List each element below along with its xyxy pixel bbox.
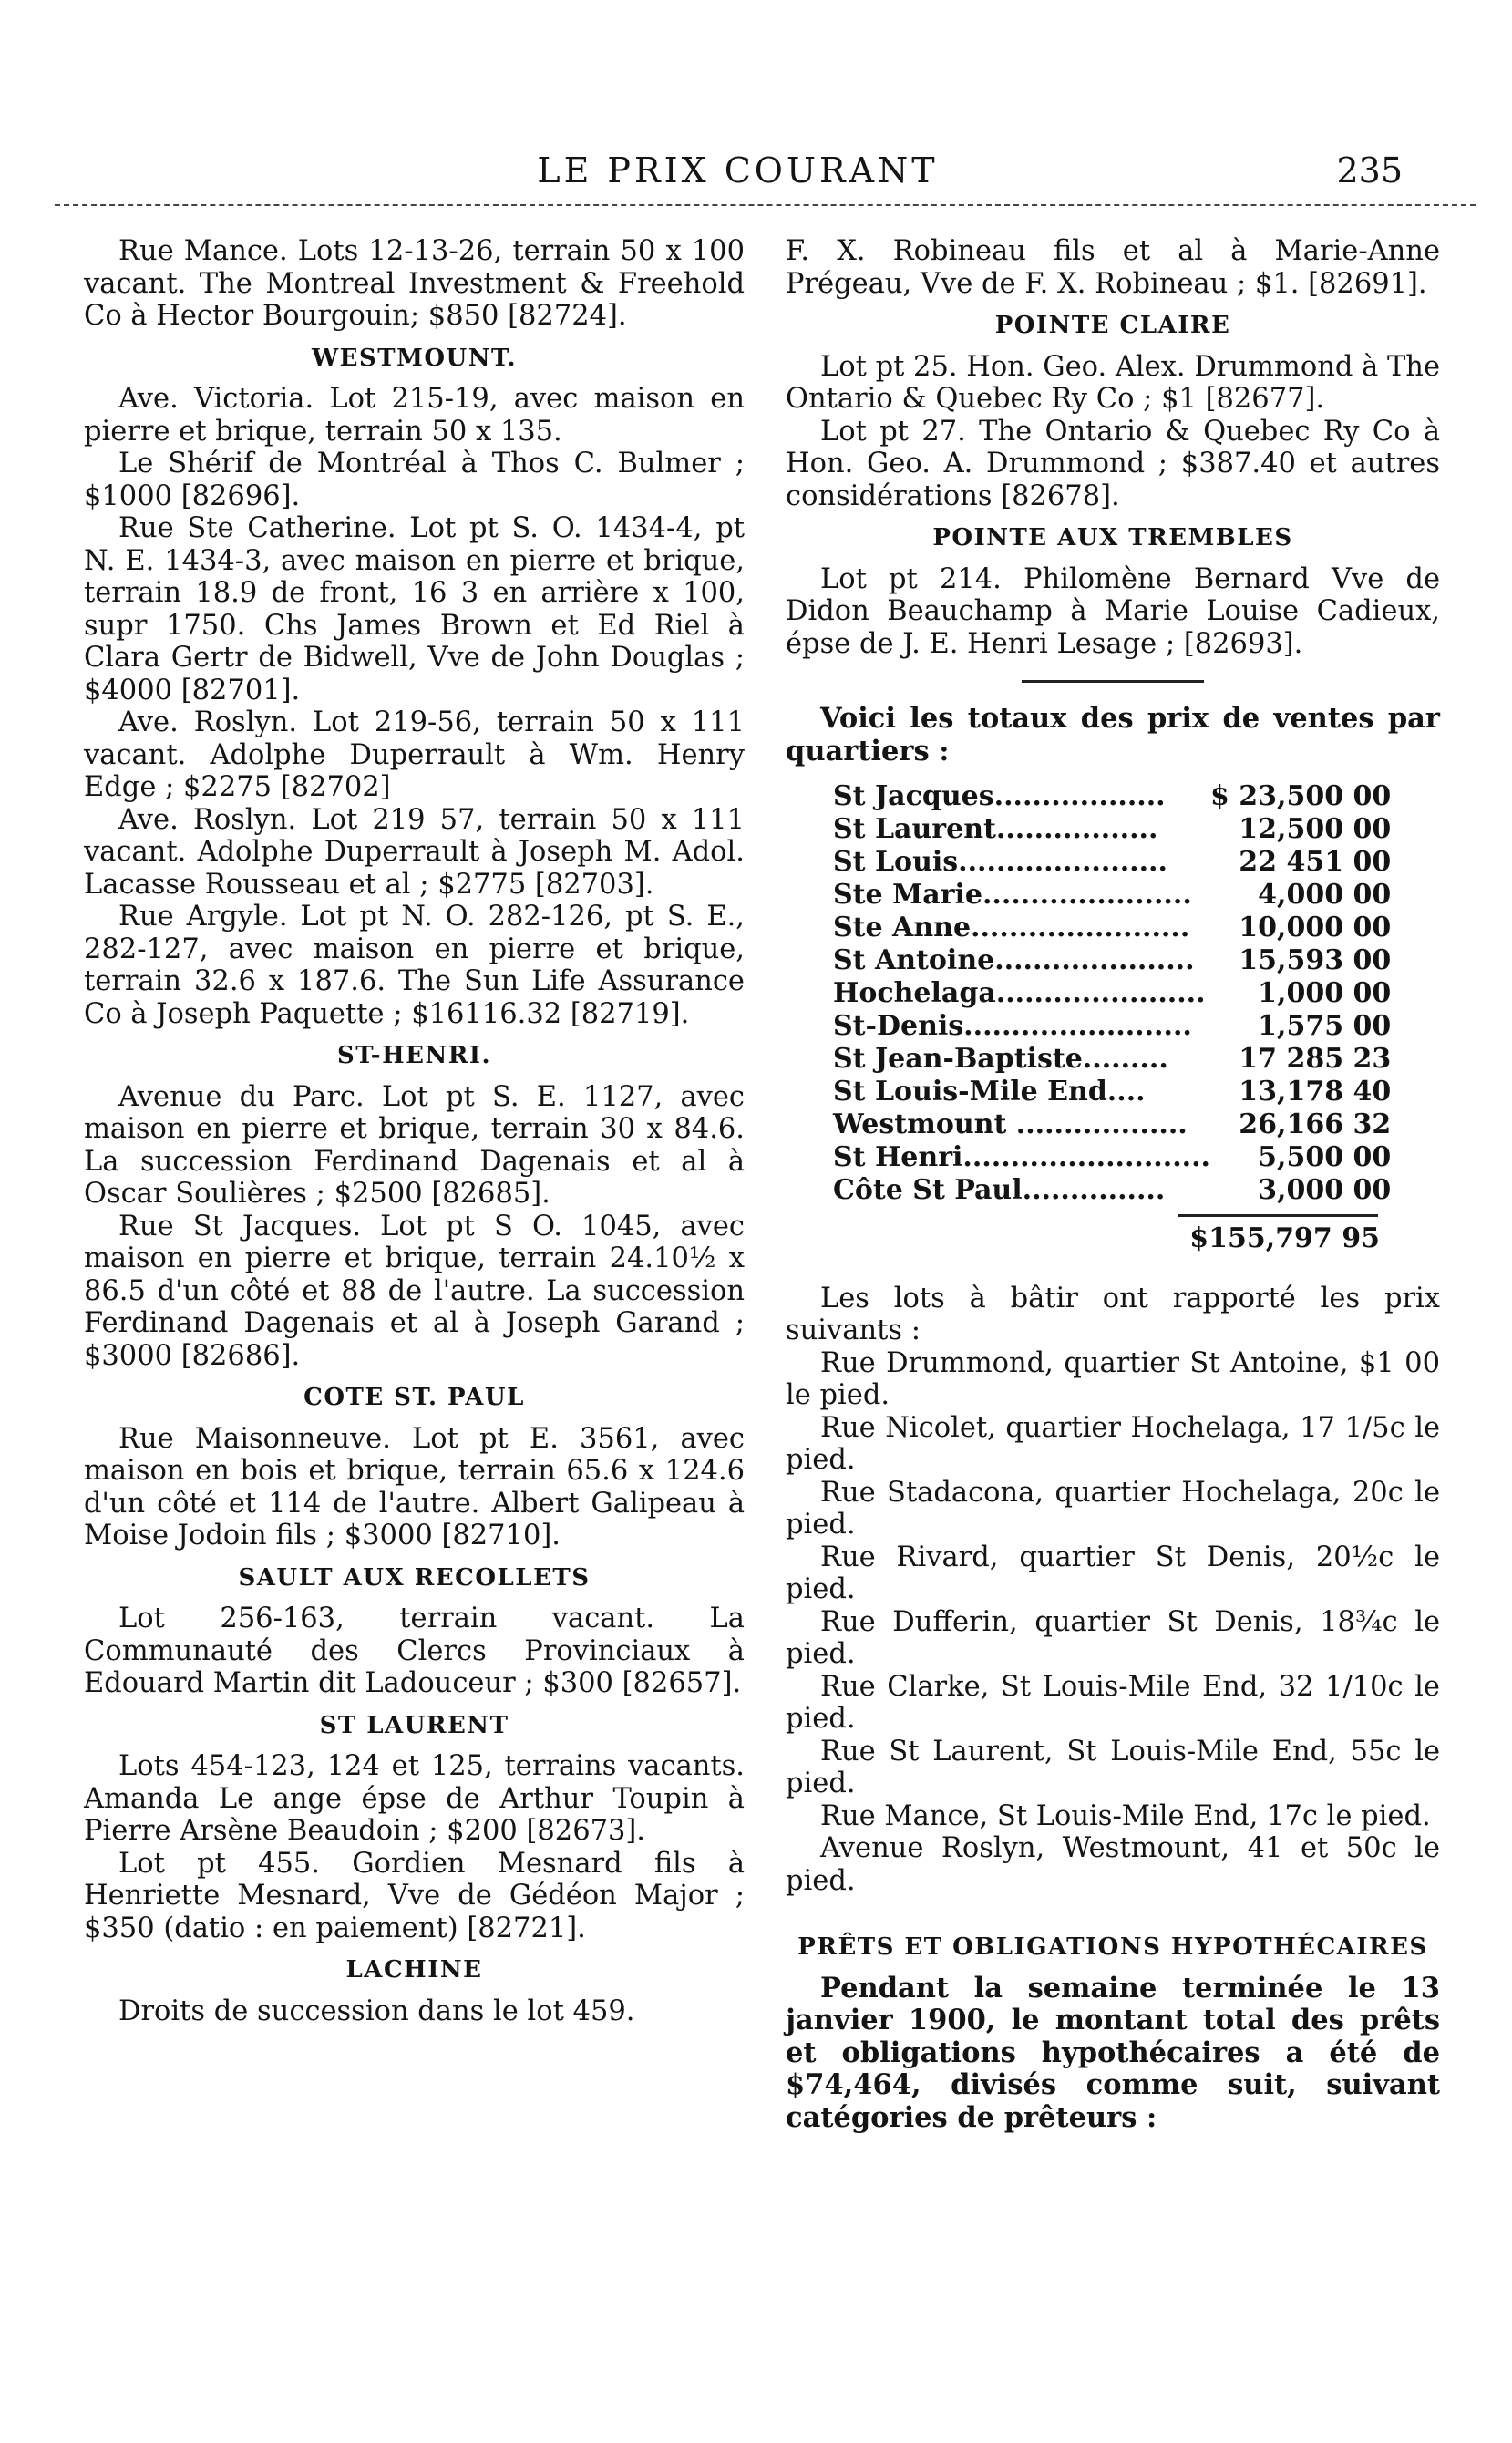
entry-westmount-roslyn-56: Ave. Roslyn. Lot 219-56, terrain 50 x 111 vacant. Adolphe Duperrault à Wm. Henry Edge ; $2275 [82702] [84, 706, 745, 803]
lot-price-item: Rue Rivard, quartier St Denis, 20½c le pied. [786, 1541, 1440, 1605]
lots-intro: Les lots à bâtir ont rapporté les prix suivants : [786, 1282, 1440, 1346]
totals-row [833, 879, 1391, 912]
entry-cote-maisonneuve: Rue Maisonneuve. Lot pt E. 3561, avec maison en bois et brique, terrain 65.6 x 124.6 d'un côté et 114 de l'autre. Albert Galipeau à Moise Jodoin fils ; $3000 [82710]. [84, 1422, 745, 1551]
entry-st-laurent-lots: Lots 454-123, 124 et 125, terrains vacants. Amanda Le ange épse de Arthur Toupin à Pierre Arsène Beaudoin ; $200 [82673]. [84, 1750, 745, 1847]
totals-row [833, 813, 1391, 846]
totals-row [833, 977, 1391, 1010]
totals-valeur: 15,593 00 [1239, 944, 1392, 977]
totals-quartier: St-Denis........................ [833, 1010, 1192, 1043]
totals-row [833, 1108, 1391, 1141]
section-heading-sault-aux-recollets: SAULT AUX RECOLLETS [238, 1563, 591, 1592]
left-column [84, 235, 745, 2027]
entry-rue-mance: Rue Mance. Lots 12-13-26, terrain 50 x 100 vacant. The Montreal Investment & Freehold Co à Hector Bourgouin; $850 [82724]. [84, 235, 745, 332]
section-divider [1022, 680, 1204, 683]
entry-st-laurent-455: Lot pt 455. Gordien Mesnard fils à Henriette Mesnard, Vve de Gédéon Major ; $350 (datio : en paiement) [82721]. [84, 1847, 745, 1944]
totals-valeur: 3,000 00 [1258, 1174, 1392, 1207]
totals-quartier: Côte St Paul............... [833, 1174, 1166, 1207]
entry-pointe-claire-27: Lot pt 27. The Ontario & Quebec Ry Co à Hon. Geo. A. Drummond ; $387.40 et autres considérations [82678]. [786, 415, 1440, 512]
totals-quartier: St Jacques.................. [833, 780, 1166, 813]
lot-price-item: Rue Mance, St Louis-Mile End, 17c le pied. [820, 1799, 1431, 1832]
entry-westmount-catherine: Rue Ste Catherine. Lot pt S. O. 1434-4, pt N. E. 1434-3, avec maison en pierre et brique, terrain 18.9 de front, 16 3 en arrière x 100, supr 1750. Chs James Brown et Ed Riel à Clara Gertr de Bidwell, Vve de John Douglas ; $4000 [82701]. [84, 512, 745, 706]
entry-st-henri-st-jacques: Rue St Jacques. Lot pt S O. 1045, avec maison en pierre et brique, terrain 24.10½ x 86.5 d'un côté et 88 de l'autre. La succession Ferdinand Dagenais et al à Joseph Garand ; $3000 [82686]. [84, 1210, 745, 1372]
page-header [55, 150, 1421, 205]
totals-row [833, 846, 1391, 879]
lot-price-item: Rue Clarke, St Louis-Mile End, 32 1/10c le pied. [786, 1670, 1440, 1735]
total-rule [1178, 1214, 1378, 1217]
totals-quartier: St Louis...................... [833, 846, 1167, 879]
totals-row [833, 1010, 1391, 1043]
totals-row [833, 912, 1391, 944]
lots-price-list [786, 1347, 1440, 1898]
totals-valeur: $ 23,500 00 [1209, 780, 1392, 813]
entry-st-henri-parc: Avenue du Parc. Lot pt S. E. 1127, avec maison en pierre et brique, terrain 30 x 84.6. La succession Ferdinand Dagenais et al à Oscar Soulières ; $2500 [82685]. [84, 1080, 745, 1210]
totals-quartier: St Antoine..................... [833, 944, 1195, 977]
totals-quartier: Hochelaga...................... [833, 977, 1206, 1010]
right-column [786, 235, 1440, 2134]
totals-quartier: Ste Marie...................... [833, 879, 1192, 912]
entry-pointe-aux-trembles: Lot pt 214. Philomène Bernard Vve de Didon Beauchamp à Marie Louise Cadieux, épse de J. E. Henri Lesage ; [82693]. [786, 562, 1440, 660]
grand-total: $155,797 95 [1189, 1222, 1380, 1254]
entry-pointe-claire-25: Lot pt 25. Hon. Geo. Alex. Drummond à The Ontario & Quebec Ry Co ; $1 [82677]. [786, 350, 1440, 415]
totals-valeur: 12,500 00 [1239, 813, 1392, 846]
totals-valeur: 26,166 32 [1239, 1108, 1392, 1141]
totals-valeur: 10,000 00 [1239, 912, 1392, 944]
totals-quartier: St Laurent................. [833, 813, 1158, 846]
prets-text: Pendant la semaine terminée le 13 janvier 1900, le montant total des prêts et obligations hypothécaires a été de $74,464, divisés comme suit, suivant catégories de prêteurs : [786, 1971, 1440, 2134]
lot-price-item: Rue Nicolet, quartier Hochelaga, 17 1/5c le pied. [786, 1411, 1440, 1476]
entry-westmount-sherif: Le Shérif de Montréal à Thos C. Bulmer ; $1000 [82696]. [84, 448, 745, 512]
totals-valeur: 5,500 00 [1258, 1141, 1392, 1174]
totals-valeur: 13,178 40 [1239, 1076, 1392, 1108]
totals-table [833, 780, 1391, 1207]
lot-price-item: Rue Stadacona, quartier Hochelaga, 20c le pied. [786, 1476, 1440, 1541]
page-number: 235 [1336, 150, 1403, 191]
entry-westmount-victoria: Ave. Victoria. Lot 215-19, avec maison en pierre et brique, terrain 50 x 135. [84, 383, 745, 448]
totals-valeur: 1,575 00 [1258, 1010, 1392, 1043]
entry-continuation-robineau: F. X. Robineau fils et al à Marie-Anne Prégeau, Vve de F. X. Robineau ; $1. [82691]. [786, 235, 1440, 300]
section-heading-pointe-claire: POINTE CLAIRE [994, 312, 1231, 339]
entry-lachine: Droits de succession dans le lot 459. [118, 1995, 635, 2027]
totals-row [833, 1076, 1391, 1108]
totals-quartier: Westmount .................. [833, 1108, 1188, 1141]
entry-westmount-argyle: Rue Argyle. Lot pt N. O. 282-126, pt S. E., 282-127, avec maison en pierre et brique, terrain 32.6 x 187.6. The Sun Life Assurance Co à Joseph Paquette ; $16116.32 [82719]. [84, 901, 745, 1030]
header-rule [55, 204, 1476, 206]
section-heading-prets: PRÊTS ET OBLIGATIONS HYPOTHÉCAIRES [797, 1933, 1428, 1961]
entry-sault-lot: Lot 256-163, terrain vacant. La Communauté des Clercs Provinciaux à Edouard Martin dit Ladouceur ; $300 [82657]. [84, 1603, 745, 1699]
totals-quartier: St Jean-Baptiste......... [833, 1043, 1168, 1076]
section-heading-pointe-aux-trembles: POINTE AUX TREMBLES [932, 524, 1293, 551]
section-heading-lachine: LACHINE [345, 1956, 483, 1984]
section-heading-westmount: WESTMOUNT. [311, 344, 518, 372]
lot-price-item: Rue St Laurent, St Louis-Mile End, 55c le pied. [786, 1735, 1440, 1799]
section-heading-st-henri: ST-HENRI. [336, 1042, 492, 1069]
lot-price-item: Rue Dufferin, quartier St Denis, 18¾c le pied. [786, 1605, 1440, 1670]
totals-row [833, 1043, 1391, 1076]
totals-quartier: St Henri.......................... [833, 1141, 1210, 1174]
totals-valeur: 22 451 00 [1239, 846, 1392, 879]
section-heading-cote-st-paul: COTE ST. PAUL [303, 1384, 525, 1411]
totals-intro: Voici les totaux des prix de ventes par quartiers : [786, 702, 1440, 768]
totals-row [833, 1174, 1391, 1207]
totals-row [833, 780, 1391, 813]
totals-valeur: 1,000 00 [1258, 977, 1392, 1010]
section-heading-st-laurent: ST LAURENT [319, 1711, 509, 1739]
running-title: LE PRIX COURANT [537, 150, 939, 191]
totals-row [833, 1141, 1391, 1174]
entry-westmount-roslyn-57: Ave. Roslyn. Lot 219 57, terrain 50 x 111 vacant. Adolphe Duperrault à Joseph M. Adol. Lacasse Rousseau et al ; $2775 [82703]. [84, 803, 745, 901]
totals-row [833, 944, 1391, 977]
totals-valeur: 4,000 00 [1258, 879, 1392, 912]
totals-quartier: Ste Anne....................... [833, 912, 1190, 944]
totals-valeur: 17 285 23 [1239, 1043, 1392, 1076]
lot-price-item: Rue Drummond, quartier St Antoine, $1 00 le pied. [786, 1346, 1440, 1411]
lot-price-item: Avenue Roslyn, Westmount, 41 et 50c le pied. [786, 1832, 1440, 1897]
totals-quartier: St Louis-Mile End.... [833, 1076, 1146, 1108]
